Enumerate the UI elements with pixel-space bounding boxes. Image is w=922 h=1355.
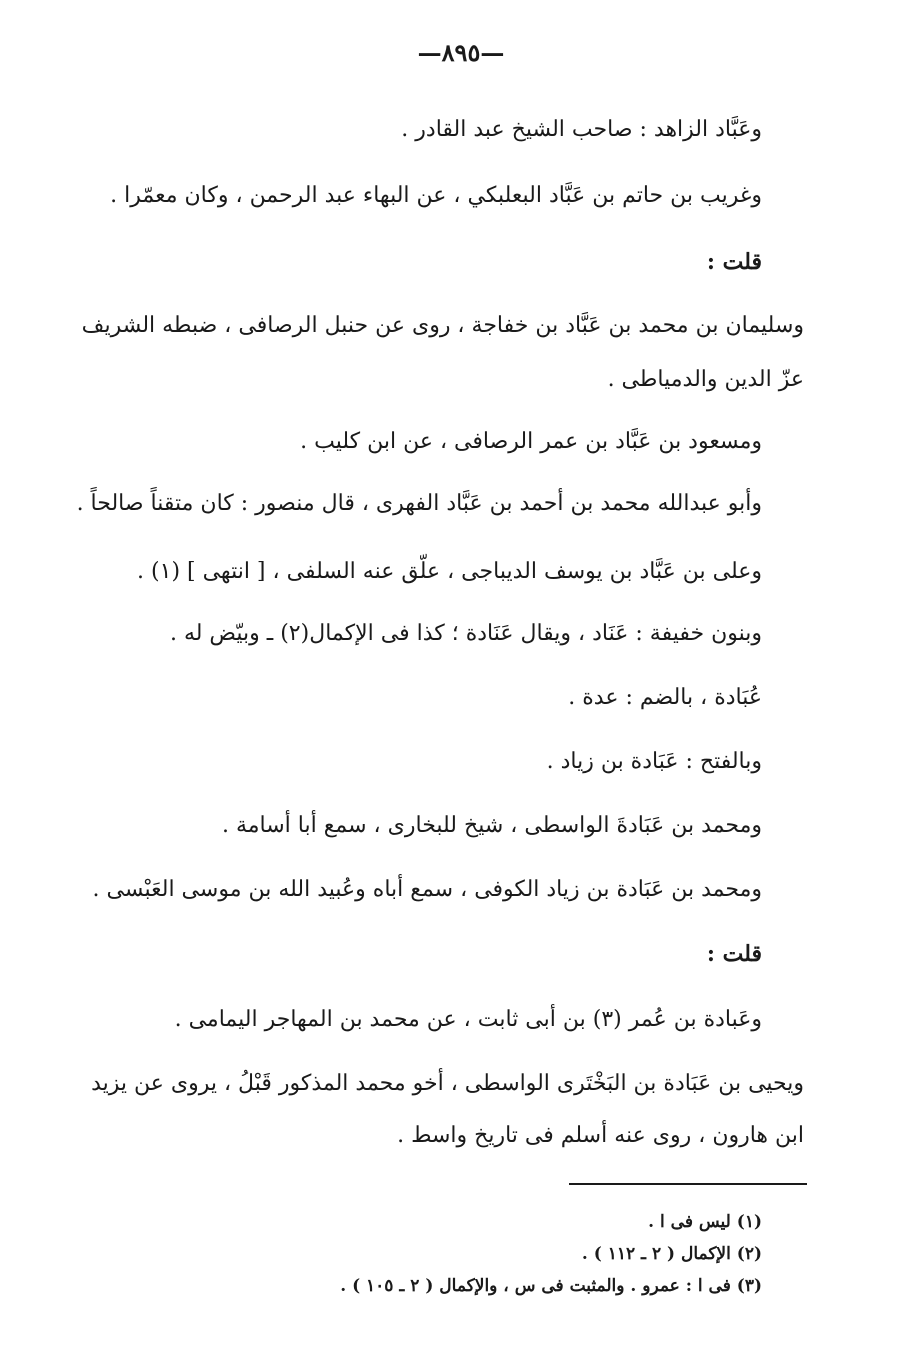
text-line-8: وعلى بن عَبَّاد بن يوسف الديباجى ، علّق عنه السلفى ، [ انتهى ] (١) . bbox=[137, 559, 762, 584]
text-line-5: عزّ الدين والدمياطى . bbox=[607, 367, 804, 392]
footnote-divider bbox=[569, 1183, 807, 1185]
text-line-12: ومحمد بن عَبَادةَ الواسطى ، شيخ للبخارى ، سمع أبا أسامة . bbox=[221, 813, 762, 838]
text-line-11: وبالفتح : عَبَادة بن زياد . bbox=[546, 749, 762, 774]
text-line-1: وعَبَّاد الزاهد : صاحب الشيخ عبد القادر . bbox=[401, 117, 762, 142]
footnote-3: (٣) فى ا : عمرو . والمثبت فى س ، والإكمال ( ٢ ـ ١٠٥ ) . bbox=[340, 1276, 762, 1296]
text-line-6: ومسعود بن عَبَّاد بن عمر الرصافى ، عن ابن كليب . bbox=[300, 429, 762, 454]
text-line-4: وسليمان بن محمد بن عَبَّاد بن خفاجة ، روى عن حنبل الرصافى ، ضبطه الشريف bbox=[81, 313, 804, 338]
text-line-10: عُبَادة ، بالضم : عدة . bbox=[568, 685, 762, 710]
text-line-13: ومحمد بن عَبَادة بن زياد الكوفى ، سمع أباه وعُبيد الله بن موسى العَبْسى . bbox=[92, 877, 762, 902]
footnote-1: (١) ليس فى ا . bbox=[648, 1212, 762, 1232]
page-number: —٨٩٥— bbox=[417, 38, 505, 67]
text-line-14: قلت : bbox=[706, 941, 762, 967]
text-line-15: وعَبادة بن عُمر (٣) بن أبى ثابت ، عن محمد بن المهاجر اليمامى . bbox=[174, 1007, 762, 1032]
text-line-9: وبنون خفيفة : عَنَاد ، ويقال عَنَادة ؛ كذا فى الإكمال(٢) ـ وبيّض له . bbox=[169, 621, 762, 646]
text-line-3: قلت : bbox=[706, 249, 762, 275]
text-line-2: وغريب بن حاتم بن عَبَّاد البعلبكي ، عن البهاء عبد الرحمن ، وكان معمّرا . bbox=[110, 183, 762, 208]
text-line-17: ابن هارون ، روى عنه أسلم فى تاريخ واسط . bbox=[397, 1123, 804, 1148]
text-line-16: ويحيى بن عَبَادة بن البَخْتَرى الواسطى ، أخو محمد المذكور قَبْلُ ، يروى عن يزيد bbox=[91, 1071, 804, 1096]
footnote-2: (٢) الإكمال ( ٢ ـ ١١٢ ) . bbox=[581, 1244, 762, 1264]
text-line-7: وأبو عبدالله محمد بن أحمد بن عَبَّاد الفهرى ، قال منصور : كان متقناً صالحاً . bbox=[76, 491, 762, 516]
